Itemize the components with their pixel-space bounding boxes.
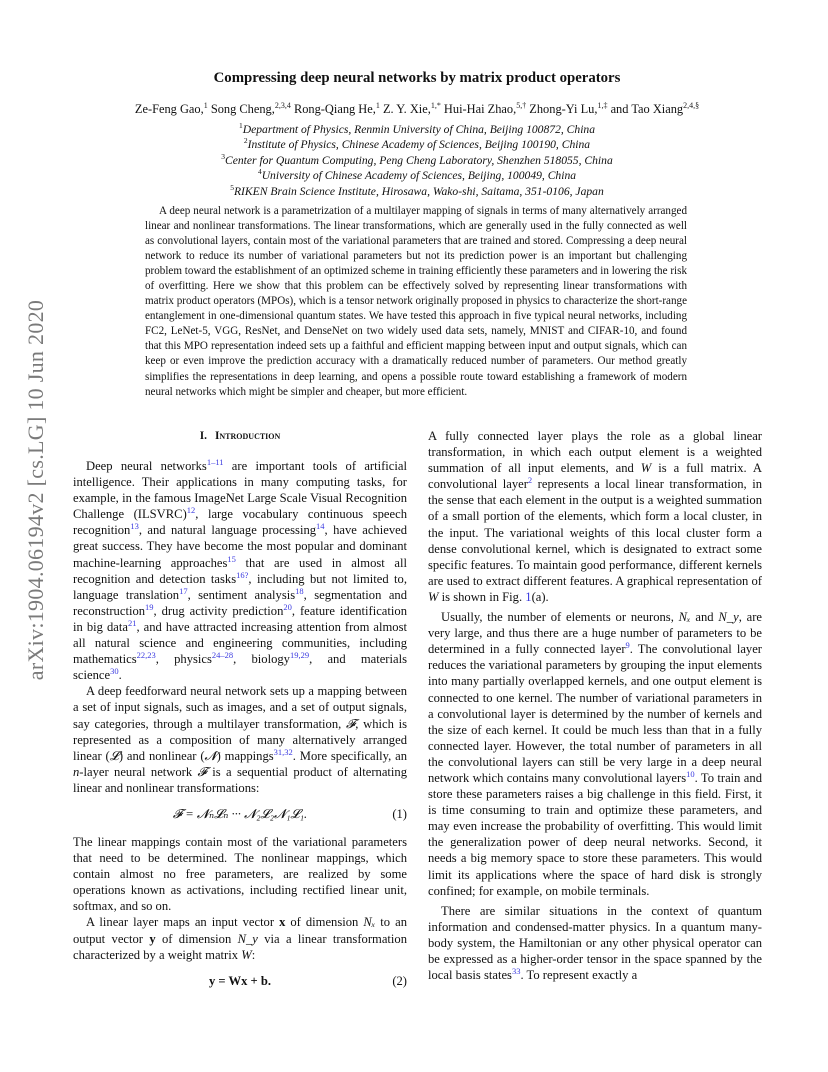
intro-paragraph-6: Usually, the number of elements or neurons, Nₓ and N_y, are very large, and thus there are a huge number of parameters to be determined in a fully connected layer$^9$. The convolutional layer reduces the variational parameters by grouping the input elements into many partially overlapped kernels, and one output element is connected to one kernel. The number of variational parameters in a convolutional layer is determined by the number of kernels and the size of each kernel. It could be much less than that in a fully connected layer. However, the total number of parameters in all the convolutional layers can still be very large in a deep neural network which contains many convolutional layers$^{10}$. To train and store these parameters raises a big challenge in this field. First, it is time consuming to train and optimize these parameters, and may even increase the probability of overfitting. This would limit the generalization power of deep neural networks. Second, it needs a big memory space to store these parameters. This would limit its applications where the space of hard disk is strongly confined; for example, on mobile terminals. [428, 610, 762, 898]
math-symbol: n [73, 764, 80, 779]
citation-link: 22,23 [136, 649, 156, 660]
citation-link: 14 [316, 521, 325, 532]
section-heading [73, 428, 407, 444]
math-vector: y [149, 931, 156, 946]
figure-link: 1 [525, 589, 532, 604]
citation-link: 18 [295, 585, 304, 596]
left-column [73, 428, 407, 1001]
affiliation-text: University of Chinese Academy of Sciences, Beijing, 100049, China [261, 169, 577, 183]
right-column [428, 428, 762, 983]
author-affiliation-marker: 1,‡ [597, 100, 608, 110]
affiliation-number: 5 [230, 182, 234, 192]
math-symbol: W [640, 461, 652, 476]
citation-link: 15 [227, 553, 236, 564]
citation-link: 19,29 [289, 649, 310, 660]
citation-link: 12 [186, 505, 196, 516]
affiliation-text: Department of Physics, Renmin University of China, Beijing 100872, China [242, 123, 596, 136]
affiliation-line [74, 184, 760, 199]
math-symbol: N_y [237, 931, 258, 946]
citation-link: 31,32 [273, 746, 293, 757]
equation-1-body: 𝓕 = 𝓝ₙ𝓛ₙ ··· 𝓝₂𝓛₂𝓝₁𝓛₁. [172, 806, 308, 821]
section-number: I. [199, 430, 207, 442]
author-name: Ze-Feng Gao, [134, 102, 204, 116]
math-symbol: W [428, 589, 439, 604]
citation-link: 13 [130, 521, 139, 532]
author-affiliation-marker: 5,† [516, 100, 527, 110]
equation-1 [73, 806, 407, 822]
affiliation-number: 3 [221, 151, 225, 161]
intro-paragraph-7: There are similar situations in the context of quantum information and condensed-matter physics. In a quantum many-body system, the Hamiltonian or any other physical operator can be expressed as a higher-order tensor in the space spanned by the local basis states$^{33}$. To represent exactly a [428, 903, 762, 983]
math-vector: x [279, 915, 286, 930]
math-symbol: 𝓕 [345, 716, 356, 731]
author-name: Zhong-Yi Lu, [529, 102, 598, 116]
affiliation-line [74, 168, 760, 183]
author-affiliation-marker: 2,3,4 [274, 100, 291, 110]
affiliation-number: 1 [238, 121, 243, 131]
affiliation-number: 2 [243, 136, 248, 146]
citation-link: 2 [527, 475, 533, 486]
citation-link: 16? [236, 569, 249, 580]
author-name: Rong-Qiang He, [293, 102, 376, 116]
citation-link: 17 [179, 585, 188, 596]
author-affiliation-marker: 1 [203, 100, 208, 110]
author-name: and Tao Xiang [610, 102, 684, 116]
affiliation-text: Center for Quantum Computing, Peng Cheng Laboratory, Shenzhen 518055, China [225, 153, 613, 167]
section-title: Introduction [214, 430, 281, 442]
author-name: Hui-Hai Zhao, [443, 102, 517, 116]
equation-2-body: y = Wx + b. [208, 973, 272, 988]
math-symbol: W [241, 947, 252, 962]
affiliation-line [74, 122, 760, 137]
author-affiliation-marker: 1 [375, 100, 380, 110]
citation-link: 30 [110, 666, 119, 677]
arxiv-identifier: arXiv:1904.06194v2 [cs.LG] 10 Jun 2020 [23, 299, 48, 681]
intro-paragraph-5: A fully connected layer plays the role as a global linear transformation, in which each output element is a weighted summation of all input elements, and W is a full matrix. A convolutional layer$^2$ represents a local linear transformation, in the sense that each element in the output is a weighted summation of a small portion of the elements, which form a local cluster, in the input. The variational weights of this local cluster form a dense convolutional kernel, which is designated to extract some specific features. To maintain good performance, different kernels are used to extract different features. A graphical representation of W is shown in Fig. 1(a). [428, 429, 762, 604]
citation-link: 24–28 [211, 649, 234, 660]
citation-link: 19 [145, 601, 154, 612]
abstract: A deep neural network is a parametrization of a multilayer mapping of signals in terms of many alternatively arranged linear and nonlinear transformations. The linear transformations, which are generally used in the fully connected as well as convolutional layers, contain most of the variational parameters that are trained and stored. Compressing a deep neural network to reduce its number of variational parameters but not its prediction power is an important but challenging problem toward the establishment of an optimized scheme in training efficiently these parameters and in lowering the risk of overfitting. Here we show that this problem can be effectively solved by representing linear transformations with matrix product operators (MPOs), which is a tensor network originally proposed in physics to characterize the short-range entanglement in one-dimensional quantum states. We have tested this approach in five typical neural networks, including FC2, LeNet-5, VGG, ResNet, and DenseNet on two widely used data sets, namely, MNIST and CIFAR-10, and found that this MPO representation indeed sets up a faithful and efficient mapping between input and output signals, which can keep or even improve the prediction accuracy with a dramatically reduced number of parameters. Our method greatly simplifies the representations in deep learning, and opens a possible route toward establishing a framework of modern neural networks which might be simpler and cheaper, but more efficient. [145, 205, 687, 398]
equation-2 [73, 973, 407, 989]
equation-2-number: (2) [392, 973, 407, 988]
affiliation-line [74, 153, 760, 168]
math-symbol: 𝓕 [197, 764, 207, 779]
math-symbol: 𝓛 [109, 748, 119, 763]
math-symbol: 𝓝 [204, 748, 217, 763]
author-affiliation-marker: 1,* [430, 100, 441, 110]
affiliation-line [74, 137, 760, 152]
citation-link: 21 [127, 617, 137, 628]
arxiv-sidebar [8, 280, 64, 700]
intro-paragraph-2: A deep feedforward neural network sets up a mapping between a set of input signals, such as images, and a set of output signals, say categories, through a multilayer transformation, 𝓕, which is represented as a composition of many alternatively arranged linear (𝓛) and nonlinear (𝓝) mappings$^{31,32}$. More specifically, an n-layer neural network 𝓕 is a sequential product of alternating linear and nonlinear transformations: [73, 684, 407, 795]
paper-title: Compressing deep neural networks by matrix product operators [213, 70, 621, 86]
author-name: Z. Y. Xie, [382, 102, 431, 116]
intro-paragraph-3: The linear mappings contain most of the variational parameters that need to be determined. The nonlinear mappings, which contain almost no free parameters, are realized by some operations known as activations, including rectified linear unit, softmax, and so on. [73, 834, 407, 914]
citation-link: 10 [686, 768, 695, 779]
intro-paragraph-4: A linear layer maps an input vector x of dimension Nₓ to an output vector y of dimension N_y via a linear transformation characterized by a weight matrix W: [73, 915, 407, 962]
math-symbol: Nₓ [678, 610, 691, 625]
citation-link: 9 [625, 640, 630, 651]
math-symbol: Nₓ [363, 915, 376, 930]
author-list [74, 101, 760, 117]
author-affiliation-marker: 2,4,§ [683, 100, 700, 110]
affiliation-text: RIKEN Brain Science Institute, Hirosawa, Wako-shi, Saitama, 351-0106, Japan [233, 184, 604, 198]
equation-1-number: (1) [392, 806, 407, 821]
affiliation-list [74, 122, 760, 199]
citation-link: 20 [283, 601, 292, 612]
citation-link: 1–11 [206, 456, 224, 467]
affiliation-text: Institute of Physics, Chinese Academy of Sciences, Beijing 100190, China [247, 138, 591, 152]
math-symbol: N_y [718, 610, 739, 625]
intro-paragraph-1: Deep neural networks$^{1-11}$ are important tools of artificial intelligence. Their applications in many computing tasks, for example, in the famous ImageNet Large Scale Visual Recognition Challenge (ILSVRC)$^{12}$, large vocabulary continuous speech recognition$^{13}$, and natural language processing$^{14}$, have achieved great success. They have become the most popular and dominant machine-learning approaches$^{15}$ that are used in almost all recognition and detection tasks$^{16?}$, including but not limited to, language translation$^{17}$, sentiment analysis$^{18}$, segmentation and reconstruction$^{19}$, drug activity prediction$^{20}$, feature identification in big data$^{21}$, and have attracted increasing attention from almost all natural science and engineering communities, including mathematics$^{22,23}$, physics$^{24-28}$, biology$^{19,29}$, and materials science$^{30}$. [73, 456, 408, 683]
author-name: Song Cheng, [210, 102, 275, 116]
citation-link: 33 [511, 965, 521, 976]
affiliation-number: 4 [257, 167, 262, 177]
